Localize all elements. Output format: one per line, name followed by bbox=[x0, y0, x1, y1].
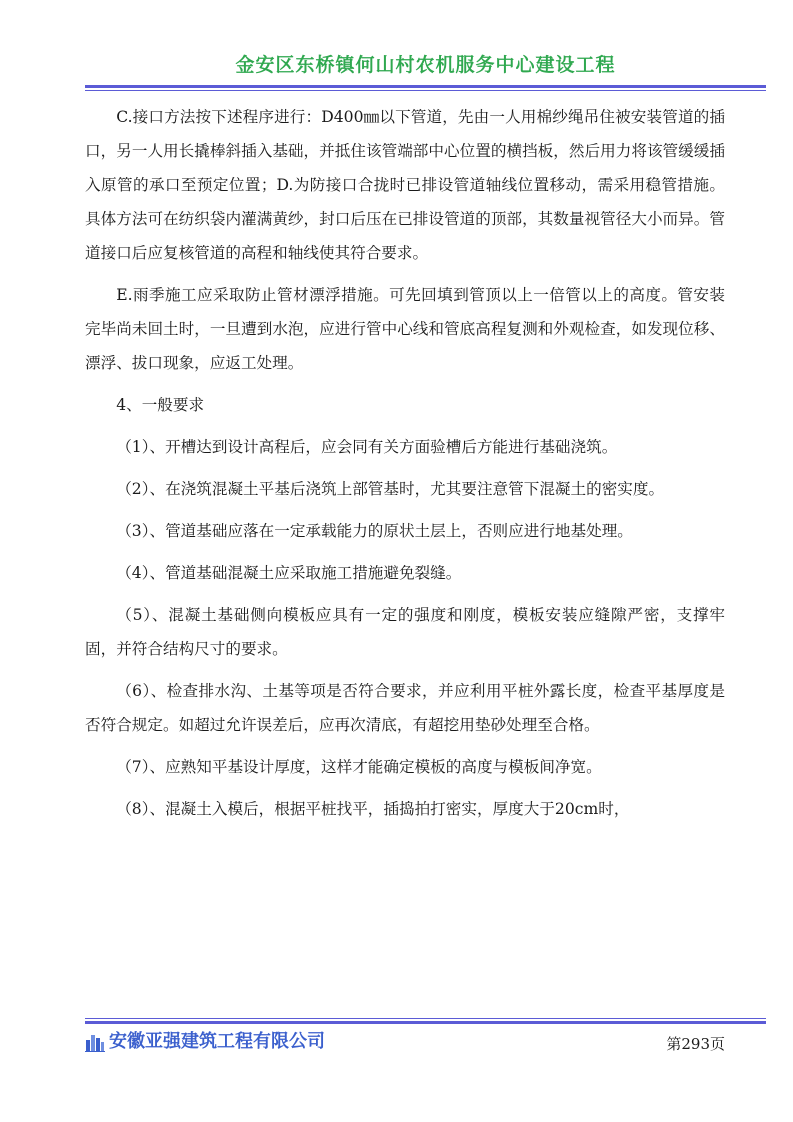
company-name: 安徽亚强建筑工程有限公司 bbox=[109, 1031, 325, 1052]
paragraph: （6）、检查排水沟、土基等项是否符合要求，并应利用平桩外露长度，检查平基厚度是否符合规定。如超过允许误差后，应再次清底，有超挖用垫砂处理至合格。 bbox=[85, 682, 725, 734]
header-rule bbox=[85, 85, 766, 91]
paragraph: （1）、开槽达到设计高程后，应会同有关方面验槽后方能进行基础浇筑。 bbox=[116, 438, 618, 456]
header-title: 金安区东桥镇何山村农机服务中心建设工程 bbox=[235, 54, 616, 76]
paragraph: C.接口方法按下述程序进行：D400㎜以下管道，先由一人用棉纱绳吊住被安装管道的插口，另一人用长撬棒斜插入基础，并抵住该管端部中心位置的横挡板，然后用力将该管缓缓插入原管的承口至预定位置；D.为防接口合拢时已排设管道轴线位置移动，需采用稳管措施。具体方法可在纺织袋内灌满黄纱，封口后压在已排设管道的顶部，其数量视管径大小而异。管道接口后应复核管道的高程和轴线使其符合要求。 bbox=[85, 108, 725, 262]
building-logo-icon bbox=[85, 1032, 105, 1052]
document-body bbox=[85, 100, 725, 834]
page-header bbox=[85, 48, 766, 82]
paragraph: （3）、管道基础应落在一定承载能力的原状土层上，否则应进行地基处理。 bbox=[116, 522, 633, 540]
page-footer bbox=[85, 1024, 725, 1060]
paragraph: （7）、应熟知平基设计厚度，这样才能确定模板的高度与模板间净宽。 bbox=[116, 758, 602, 776]
paragraph: （5）、混凝土基础侧向模板应具有一定的强度和刚度，模板安装应缝隙严密，支撑牢固，并符合结构尺寸的要求。 bbox=[85, 606, 725, 658]
footer-company bbox=[85, 1028, 325, 1056]
paragraph: （4）、管道基础混凝土应采取施工措施避免裂缝。 bbox=[116, 564, 462, 582]
paragraph: （8）、混凝土入模后，根据平桩找平，插捣拍打密实，厚度大于20cm时， bbox=[116, 800, 630, 818]
paragraph: E.雨季施工应采取防止管材漂浮措施。可先回填到管顶以上一倍管以上的高度。管安装完毕尚未回土时，一旦遭到水泡，应进行管中心线和管底高程复测和外观检查，如发现位移、漂浮、拔口现象，应返工处理。 bbox=[85, 286, 725, 372]
paragraph: （2）、在浇筑混凝土平基后浇筑上部管基时，尤其要注意管下混凝土的密实度。 bbox=[116, 480, 665, 498]
section-heading: 4、一般要求 bbox=[116, 396, 205, 414]
page-number: 第293页 bbox=[666, 1035, 725, 1053]
